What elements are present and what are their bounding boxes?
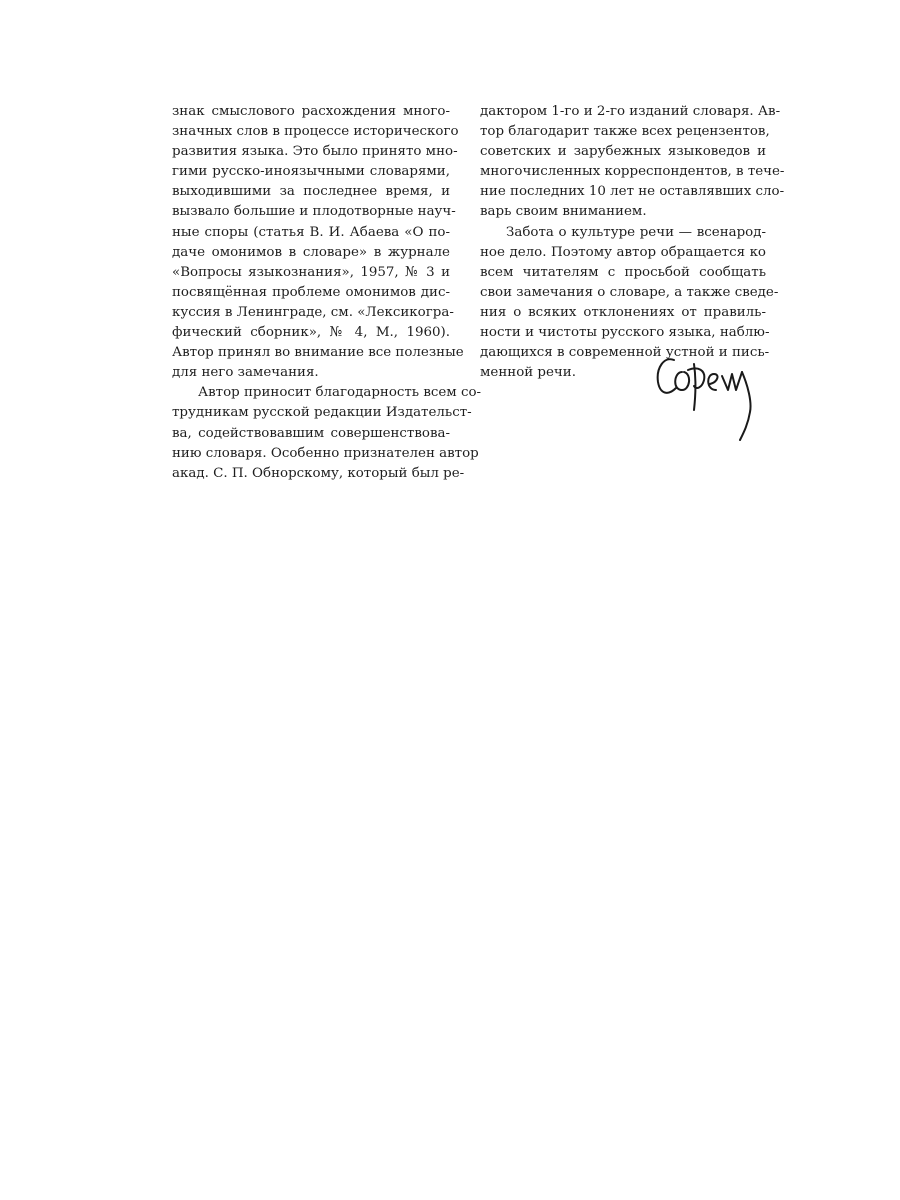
text-line: «Вопросы языкознания», 1957, № 3 и (172, 264, 450, 280)
paragraph-end-line: для него замечания. (172, 365, 319, 381)
text-line: трудникам русской редакции Издательст- (172, 405, 472, 421)
text-line: Автор принял во внимание все полезные (172, 345, 464, 361)
text-line: фический сборник», № 4, М., 1960). (172, 325, 450, 341)
text-line: нию словаря. Особенно признателен автор (172, 445, 479, 461)
text-line: ное дело. Поэтому автор обращается ко (480, 244, 766, 260)
text-line: многочисленных корреспондентов, в тече- (480, 164, 785, 180)
text-line: дающихся в современной устной и пись- (480, 345, 770, 361)
text-line: ва, содействовавшим совершенствова- (172, 425, 450, 441)
text-line: выходившими за последнее время, и (172, 184, 450, 200)
text-line: тор благодарит также всех рецензентов, (480, 124, 770, 140)
text-line: всем читателям с просьбой сообщать (480, 264, 766, 280)
text-line: свои замечания о словаре, а также сведе- (480, 284, 779, 300)
text-line: вызвало большие и плодотворные науч- (172, 204, 456, 220)
paragraph-end-line: варь своим вниманием. (480, 204, 647, 220)
text-line: дактором 1-го и 2-го изданий словаря. Ав- (480, 104, 781, 119)
text-line: посвящённая проблеме омонимов дис- (172, 284, 450, 300)
paragraph-end-line: менной речи. (480, 365, 576, 381)
author-signature (652, 350, 770, 442)
text-line: ные споры (статья В. И. Абаева «О по- (172, 224, 450, 240)
paragraph-start-line: Забота о культуре речи — всенарод- (506, 224, 766, 240)
text-line: советских и зарубежных языковедов и (480, 144, 766, 160)
right-column (480, 102, 785, 383)
text-line: ния о всяких отклонениях от правиль- (480, 304, 766, 320)
text-line: гими русско-иноязычными словарями, (172, 164, 450, 180)
left-column (172, 102, 482, 484)
text-line: акад. С. П. Обнорскому, который был ре- (172, 465, 465, 481)
text-line: ности и чистоты русского языка, наблю- (480, 325, 770, 341)
text-line: ние последних 10 лет не оставлявших сло- (480, 184, 785, 200)
text-line: знак смыслового расхождения много- (172, 104, 450, 119)
text-line: куссия в Ленинграде, см. «Лексикогра- (172, 304, 454, 320)
text-line: значных слов в процессе исторического (172, 124, 459, 140)
text-line: даче омонимов в словаре» в журнале (172, 244, 450, 260)
paragraph-start-line: Автор приносит благодарность всем со- (198, 385, 482, 401)
signature-graphic (652, 350, 770, 442)
text-line: развития языка. Это было принято мно- (172, 144, 458, 160)
